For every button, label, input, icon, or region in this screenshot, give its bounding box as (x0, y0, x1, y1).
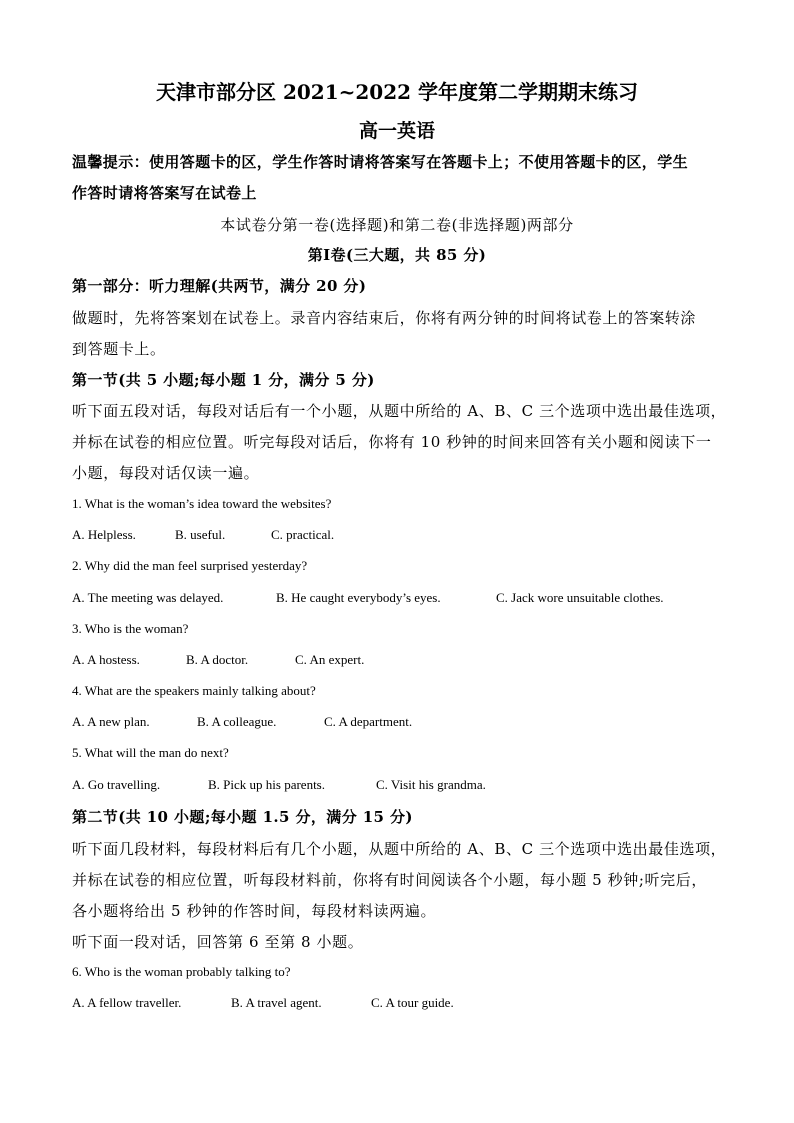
volume1-heading: 第Ⅰ卷(三大题，共 85 分) (307, 246, 487, 264)
question-stem: 5. What will the man do next? (72, 745, 229, 760)
option-a: A. A fellow traveller. (72, 995, 182, 1010)
tips-line-2: 作答时请将答案写在试卷上 (72, 184, 257, 202)
question-stem: 2. Why did the man feel surprised yesterday? (72, 558, 308, 573)
option-c: C. An expert. (295, 652, 365, 667)
part1-heading: 第一部分：听力理解(共两节，满分 20 分) (72, 277, 367, 295)
option-b: B. He caught everybody’s eyes. (276, 590, 441, 605)
option-a: A. A hostess. (72, 652, 140, 667)
option-b: B. A doctor. (186, 652, 249, 667)
option-a: A. Helpless. (72, 527, 136, 542)
option-a: A. A new plan. (72, 714, 150, 729)
option-b: B. A travel agent. (231, 995, 322, 1010)
section2-heading: 第二节(共 10 小题;每小题 1.5 分，满分 15 分) (72, 808, 413, 826)
question-stem: 3. Who is the woman? (72, 621, 189, 636)
section1-heading: 第一节(共 5 小题;每小题 1 分，满分 5 分) (72, 371, 375, 389)
exam-subject: 高一英语 (358, 120, 435, 142)
section2-instruction-3: 各小题将给出 5 秒钟的作答时间，每段材料读两遍。 (72, 902, 437, 920)
option-c: C. Jack wore unsuitable clothes. (496, 590, 664, 605)
option-a: A. The meeting was delayed. (72, 590, 224, 605)
exam-title: 天津市部分区 2021~2022 学年度第二学期期末练习 (155, 80, 638, 104)
section1-instruction-2: 并标在试卷的相应位置。听完每段对话后，你将有 10 秒钟的时间来回答有关小题和阅读下一 (72, 433, 712, 451)
section1-instruction-3: 小题，每段对话仅读一遍。 (72, 464, 260, 482)
option-a: A. Go travelling. (72, 777, 161, 792)
tips-line-1: 温馨提示：使用答题卡的区，学生作答时请将答案写在答题卡上；不使用答题卡的区，学生 (72, 153, 689, 171)
section2-instruction-2: 并标在试卷的相应位置，听每段材料前，你将有时间阅读各个小题，每小题 5 秒钟;听完后， (72, 871, 707, 889)
question-stem: 1. What is the woman’s idea toward the websites? (72, 496, 332, 511)
question-stem: 4. What are the speakers mainly talking about? (72, 683, 316, 698)
group-intro: 听下面一段对话，回答第 6 至第 8 小题。 (72, 933, 364, 951)
option-c: C. A tour guide. (371, 995, 454, 1010)
option-c: C. Visit his grandma. (376, 777, 486, 792)
structure-note: 本试卷分第一卷(选择题)和第二卷(非选择题)两部分 (220, 216, 574, 234)
section2-instruction-1: 听下面几段材料，每段材料后有几个小题，从题中所给的 A、B、C 三个选项中选出最佳选项， (72, 840, 727, 858)
option-c: C. A department. (324, 714, 413, 729)
question-stem: 6. Who is the woman probably talking to? (72, 964, 291, 979)
option-b: B. Pick up his parents. (208, 777, 325, 792)
option-c: C. practical. (271, 527, 335, 542)
part1-instruction-2: 到答题卡上。 (72, 340, 166, 358)
option-b: B. A colleague. (197, 714, 277, 729)
section1-instruction-1: 听下面五段对话，每段对话后有一个小题，从题中所给的 A、B、C 三个选项中选出最佳选项， (72, 402, 727, 420)
part1-instruction-1: 做题时，先将答案划在试卷上。录音内容结束后，你将有两分钟的时间将试卷上的答案转涂 (72, 309, 697, 327)
option-b: B. useful. (175, 527, 226, 542)
